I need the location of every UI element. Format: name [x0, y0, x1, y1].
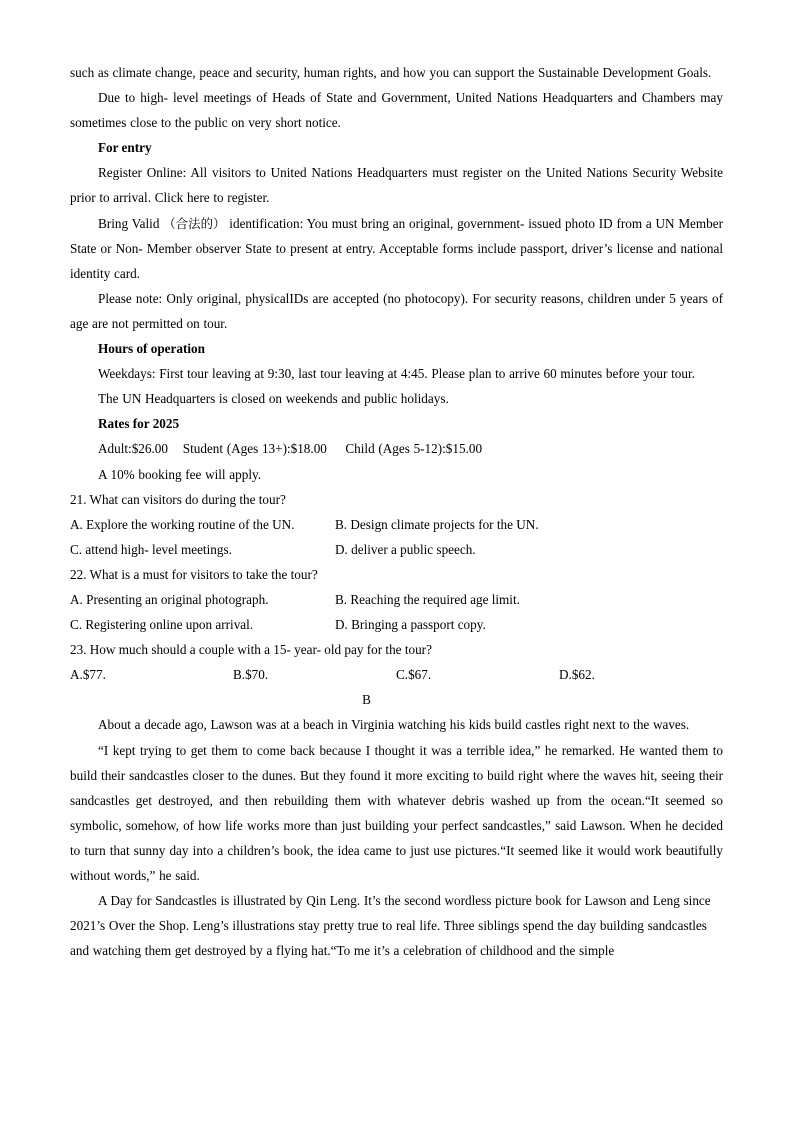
document-body — [70, 60, 723, 963]
section-letter-b: B — [362, 692, 371, 708]
heading-for-entry: For entry — [98, 140, 152, 156]
question-23-options-row — [70, 662, 723, 687]
passage-b-paragraph-2: “I kept trying to get them to come back because I thought it was a terrible idea,” he remarked. He wanted them to build their sandcastles closer to the dunes. But they found it more exciting to build right where the waves hit, seeing their sandcastles get destroyed, and then rebuilding them with whatever debris washed up from the ocean.“It seemed so symbolic, somehow, of how life works more than just building your perfect sandcastles,” said Lawson. When he decided to turn that sunny day into a children’s book, the idea came to just use pictures.“It seemed like it would work beautifully without words,” he said. — [70, 742, 723, 883]
rates-prices-line: Adult:$26.00 Student (Ages 13+):$18.00 Child (Ages 5-12):$15.00 — [98, 441, 483, 457]
question-22-option-d[interactable]: D. Bringing a passport copy. — [335, 617, 486, 633]
passage-a-paragraph-closures: Due to high- level meetings of Heads of State and Government, United Nations Headquarters and Chambers may sometimes close to the public on very short notice. — [70, 90, 723, 131]
question-21-stem: 21. What can visitors do during the tour? — [70, 491, 286, 507]
heading-rates-for-2025: Rates for 2025 — [98, 416, 180, 432]
question-22-option-a[interactable]: A. Presenting an original photograph. — [70, 591, 269, 607]
passage-b-paragraph-3: A Day for Sandcastles is illustrated by Qin Leng. It’s the second wordless picture book for Lawson and Leng since 2021’s Over the Shop. Leng’s illustrations stay pretty true to real life. Three siblings spend the day building sandcastles and watching them get destroyed by a flying hat.“To me it’s a celebration of childhood and the simple — [70, 893, 711, 959]
passage-b-paragraph-1: About a decade ago, Lawson was at a beach in Virginia watching his kids build castles right next to the waves. — [98, 717, 690, 733]
question-22-options-row-1 — [70, 587, 723, 612]
question-21-option-b[interactable]: B. Design climate projects for the UN. — [335, 516, 539, 532]
hours-weekdays: Weekdays: First tour leaving at 9:30, last tour leaving at 4:45. Please plan to arrive 60 minutes before your tour. — [98, 366, 695, 382]
bring-valid-prefix: Bring Valid — [98, 215, 164, 231]
question-22-stem: 22. What is a must for visitors to take the tour? — [70, 566, 318, 582]
question-22-options-row-2 — [70, 612, 723, 637]
question-23-stem: 23. How much should a couple with a 15- year- old pay for the tour? — [70, 642, 432, 658]
question-21-option-c[interactable]: C. attend high- level meetings. — [70, 541, 232, 557]
question-23-option-b[interactable]: B.$70. — [233, 667, 269, 683]
entry-bring-valid-id — [70, 211, 723, 286]
question-21-options-row-1 — [70, 512, 723, 537]
bring-valid-suffix: identification: You must bring an original, government- issued photo ID from a UN Member State or Non- Member observer State to present at entry. Acceptable forms include passport, driver’s license and national identity card. — [70, 215, 724, 281]
entry-please-note: Please note: Only original, physicalIDs are accepted (no photocopy). For security reasons, children under 5 years of age are not permitted on tour. — [70, 290, 723, 331]
passage-a-paragraph-continuation: such as climate change, peace and security, human rights, and how you can support the Sustainable Development Goals. — [70, 65, 712, 80]
question-22-option-b[interactable]: B. Reaching the required age limit. — [335, 591, 520, 607]
rates-booking-fee: A 10% booking fee will apply. — [98, 466, 262, 482]
entry-register-online: Register Online: All visitors to United Nations Headquarters must register on the United Nations Security Website prior to arrival. Click here to register. — [70, 165, 723, 206]
question-23-option-d[interactable]: D.$62. — [559, 667, 595, 683]
question-23-option-a[interactable]: A.$77. — [70, 667, 106, 683]
question-23-option-c[interactable]: C.$67. — [396, 667, 432, 683]
question-21-options-row-2 — [70, 537, 723, 562]
question-22-option-c[interactable]: C. Registering online upon arrival. — [70, 617, 254, 633]
question-21-option-d[interactable]: D. deliver a public speech. — [335, 541, 476, 557]
question-21-option-a[interactable]: A. Explore the working routine of the UN. — [70, 516, 295, 532]
heading-hours-of-operation: Hours of operation — [98, 341, 205, 357]
bring-valid-chinese-gloss: （合法的） — [163, 215, 226, 231]
hours-closed-weekends: The UN Headquarters is closed on weekends and public holidays. — [98, 391, 449, 407]
